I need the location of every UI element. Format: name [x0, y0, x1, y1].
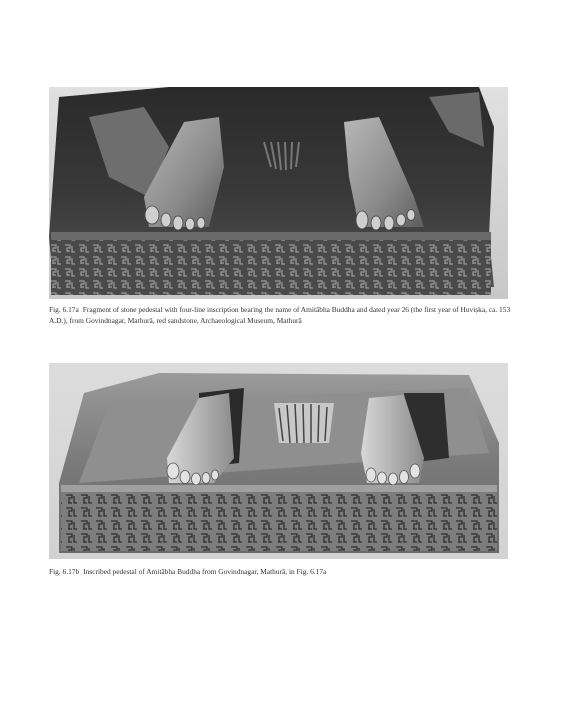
inscribed-pedestal-image: [49, 363, 508, 559]
figure-caption-text: Inscribed pedestal of Amitābha Buddha from Govindnagar, Mathurā, in Fig. 6.17a: [83, 567, 327, 576]
figure-caption-6-17a: [49, 305, 519, 326]
figure-label: Fig. 6.17b: [49, 567, 80, 576]
figure-label: Fig. 6.17a: [49, 305, 79, 314]
figure-6-17b-photo: [49, 363, 508, 559]
stone-pedestal-fragment-image: [49, 87, 508, 299]
figure-caption-text: Fragment of stone pedestal with four-line inscription bearing the name of Amitābha Buddha and dated year 26 (the first year of Huviṣka, ca. 153 A.D.), from Govindnagar, Mathurā, red sandstone, Archaeological Museum, Mathurā: [49, 305, 511, 325]
figure-caption-6-17b: [49, 567, 519, 578]
figure-6-17a-photo: [49, 87, 508, 299]
